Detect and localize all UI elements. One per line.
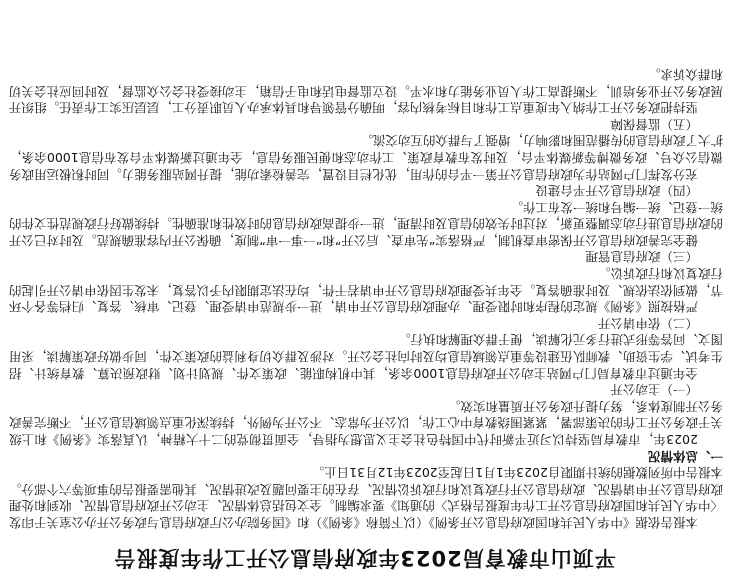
section-heading: 一、总体情况 [647, 448, 723, 464]
subsection-heading: （四）政府信息公开平台建设 [535, 183, 698, 199]
subsection-heading: （五）监督保障 [610, 116, 698, 132]
subsection-paragraph: 充分发挥门户网站作为政府信息公开第一平台的作用，优化栏目设置，完善检索功能，提升网站服务能力。同时积极运用政务微信公众号、政务微博等新媒体平台，及时发布教育政策、工作动态和便民服务信息，全年通过新媒体平台发布信息1000余条，扩大了政府信息的传播范围和影响力，增强了与群众的互动交流。 [9, 133, 723, 182]
subsection-paragraph: 全年通过市教育局门户网站主动公开政府信息1000余条，其中机构职能、政策文件、规划计划、财政预决算、教育统计、招生考试、学生资助、教师队伍建设等重点领域信息均及时向社会公开。对涉及群众切身利益的政策文件，同步做好政策解读，采用图文、问答等形式进行多元化解读，便于群众理解和执行。 [9, 332, 723, 381]
document-body [9, 6, 723, 530]
page-title: 平顶山市教育局2023年政府信息公开工作年度报告 [113, 546, 616, 570]
subsection-paragraph: 健全完善政府信息公开保密审查机制，严格落实“先审查、后公开”和“一事一审”制度，确保公开内容准确规范。及时对已公开的政府信息进行动态调整更新，对过时失效的信息及时清理，进一步提高政府信息的时效性和准确性。持续做好行政规范性文件的统一登记、统一编号和统一发布工作。 [9, 199, 723, 248]
intro-paragraph: 本报告依据《中华人民共和国政府信息公开条例》（以下简称《条例》）和《国务院办公厅政府信息与政务公开办公室关于印发〈中华人民共和国政府信息公开工作年度报告格式〉的通知》要求编制。全文包括总体情况、主动公开政府信息情况、收到和处理政府信息公开申请情况、政府信息公开行政复议和行政诉讼情况、存在的主要问题及改进情况、其他需要报告的事项等六个部分。本报告中所列数据的统计期限自2023年1月1日起至2023年12月31日止。 [9, 465, 723, 530]
subsection-heading: （一）主动公开 [610, 382, 698, 398]
subsection-heading: （三）政府信息管理 [585, 249, 698, 265]
subsection-paragraph: 严格按照《条例》规定的程序和时限受理、办理政府信息公开申请，进一步规范申请受理、登记、审核、答复、归档等各个环节，做到依法依规、及时准确答复。全年共受理政府信息公开申请若干件，均在法定期限内予以答复，未发生因依申请公开引起的行政复议和行政诉讼。 [9, 266, 723, 315]
subsection-heading: （二）依申请公开 [597, 315, 698, 331]
section-paragraph: 2023年，市教育局坚持以习近平新时代中国特色社会主义思想为指导，全面贯彻党的二十大精神，认真落实《条例》和上级关于政务公开工作的决策部署，紧紧围绕教育中心工作，以公开为常态、不公开为例外，持续深化重点领域信息公开，不断完善政务公开制度体系，努力提升政务公开质量和实效。 [9, 398, 723, 448]
subsection-paragraph: 坚持把政务公开工作纳入年度重点工作和目标考核内容，明确分管领导和具体承办人员职责分工，层层压实工作责任。组织开展政务公开业务培训，不断提高工作人员业务能力和水平。设立监督电话和电子信箱，主动接受社会公众监督，及时回应社会关切和群众诉求。 [9, 66, 723, 116]
